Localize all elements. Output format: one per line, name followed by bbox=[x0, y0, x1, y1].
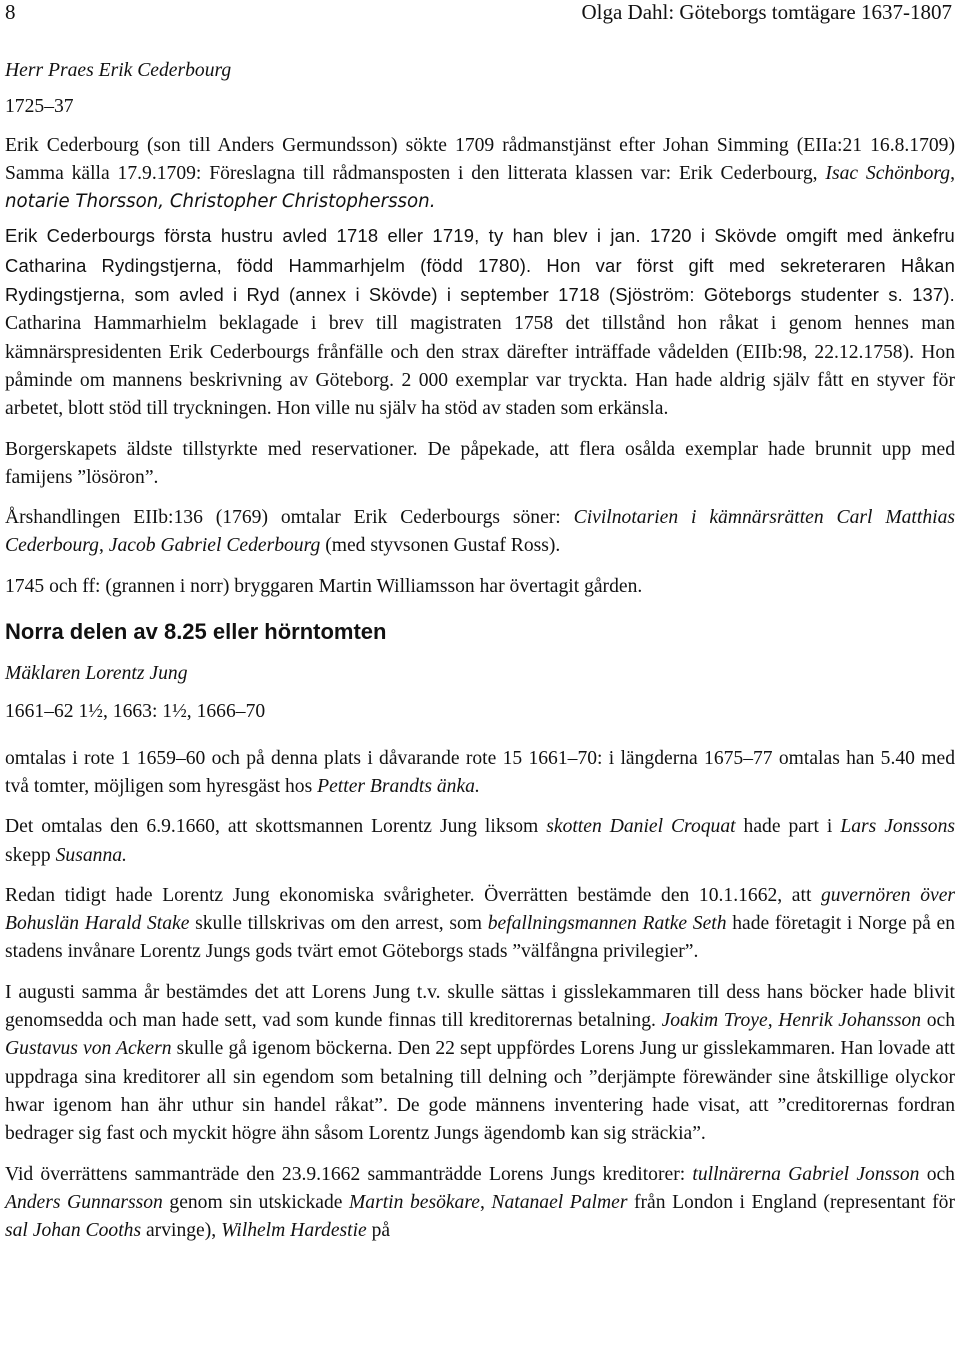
paragraph bbox=[5, 132, 955, 217]
text-span: (med styvsonen Gustaf Ross). bbox=[320, 535, 561, 557]
person-name-jung: Mäklaren Lorentz Jung bbox=[5, 663, 188, 685]
running-title: Olga Dahl: Göteborgs tomtägare 1637-1807 bbox=[581, 0, 952, 24]
italic-name: sal Johan Cooths bbox=[5, 1220, 142, 1242]
text-span: på bbox=[366, 1220, 391, 1242]
paragraph bbox=[5, 979, 955, 1149]
italic-name: Jacob Gabriel Cederbourg bbox=[108, 535, 321, 557]
italic-name: befallningsmannen Ratke Seth bbox=[487, 913, 727, 935]
document-page bbox=[5, 0, 955, 1245]
text-span: skulle gå igenom böckerna. Den 22 sept uppfördes Lorens Jung ur gisslekammaren. Han lovade att uppdraga sina kreditorer all sin egendom som betalning till delning och ”derjämpte förewänder sine åtskillige olyckor hwar igenom han ähr uthur sin handel råkat”. De gode männens inventering hade visat, att ”creditorernas fordran bedrager sig fast och myckit högre ähn såsom Lorentz Jungs ägendomb kan sig sträckia”. bbox=[5, 1038, 955, 1145]
italic-names: notarie Thorsson, Christopher Christophersson. bbox=[5, 191, 436, 213]
italic-name: tullnärerna Gabriel Jonsson bbox=[692, 1163, 920, 1185]
page-header bbox=[5, 0, 955, 44]
text-span: skepp bbox=[5, 844, 56, 866]
text-span: Det omtalas den 6.9.1660, att skottsmannen Lorentz Jung liksom bbox=[5, 816, 547, 838]
italic-name: Anders Gunnarsson bbox=[5, 1191, 163, 1213]
paragraph bbox=[5, 813, 955, 870]
text-span: , bbox=[479, 1191, 492, 1213]
text-span: , bbox=[98, 535, 109, 557]
sans-text-span: Erik Cederbourgs första hustru avled 1718 eller 1719, ty han blev i jan. 1720 i Skövde omgift med änkefru Catharina Rydingstjerna, född Hammarhjelm (född 1780). Hon var först gift med sekreteraren Håkan Rydingstjerna, som avled i Ryd (annex i Skövde) i september 1718 (Sjöström: Göteborgs studenter s. 137). bbox=[5, 225, 955, 306]
text-span: Catharina Hammarhielm beklagade i brev till magistraten 1758 det tillstånd hon råkat i genom hennes man kämnärspresidenten Erik Cederbourgs frånfälle och den strax därefter inträffade vådelden (EIIb:98, 22.12.1758). Hon påminde om mannens beskrivning av Göteborg. 2 000 exemplar var tryckta. Han hade aldrig själv fått en styver för arbetet, blott stöd till tryckningen. Hon ville nu själv ha stöd av staden som erkänsla. bbox=[5, 313, 955, 420]
italic-name: Gustavus von Ackern bbox=[5, 1038, 172, 1060]
italic-name: Wilhelm Hardestie bbox=[221, 1220, 367, 1242]
text-span: arvinge), bbox=[141, 1220, 222, 1242]
italic-name: Natanael Palmer bbox=[491, 1191, 628, 1213]
text-span: från London i England (representant för bbox=[627, 1191, 956, 1213]
paragraph bbox=[5, 1161, 955, 1246]
text-span: Vid överrättens sammanträde den 23.9.1662 sammanträdde Lorens Jungs kreditorer: bbox=[5, 1163, 693, 1185]
person-name-cederbourg: Herr Praes Erik Cederbourg bbox=[5, 60, 232, 81]
text-span: och bbox=[919, 1163, 955, 1185]
italic-name: Petter Brandts änka. bbox=[317, 775, 480, 797]
italic-name: Susanna. bbox=[55, 844, 127, 866]
italic-name: Lars Jonssons bbox=[840, 816, 955, 838]
section-heading: Norra delen av 8.25 eller hörntomten bbox=[5, 619, 387, 645]
italic-name: Martin besökare bbox=[348, 1191, 480, 1213]
years-jung: 1661–62 1½, 1663: 1½, 1666–70 bbox=[5, 701, 266, 723]
italic-name: Civilnotarien i kämnärsrätten Carl Matthias Cederbourg bbox=[5, 507, 955, 557]
paragraph bbox=[5, 504, 955, 561]
paragraph: 1745 och ff: (grannen i norr) bryggaren Martin Williamsson har övertagit gården. bbox=[5, 575, 643, 597]
text-span: Årshandlingen EIIb:136 (1769) omtalar Erik Cederbourgs söner: bbox=[5, 507, 574, 529]
text-span: skulle tillskrivas om den arrest, som bbox=[189, 913, 488, 935]
text-span: hade part i bbox=[735, 816, 841, 838]
text-span: och bbox=[921, 1010, 955, 1032]
text-span: I augusti samma år bestämdes det att Lorens Jung t.v. skulle sättas i gisslekammaren till dess hans böcker hade blivit genomsedda och man hade sett, vad som kunde finnas till kreditorernas betalning. bbox=[5, 981, 955, 1032]
italic-name: Isac Schönborg bbox=[825, 162, 951, 184]
italic-name: skotten Daniel Croquat bbox=[546, 816, 736, 838]
paragraph bbox=[5, 222, 955, 423]
italic-name: guvernören över Bohuslän Harald Stake bbox=[5, 884, 956, 935]
italic-name: Joakim Troye, Henrik Johansson bbox=[661, 1010, 922, 1032]
text-span: Redan tidigt hade Lorentz Jung ekonomiska svårigheter. Överrätten bestämde den 10.1.1662, att bbox=[5, 884, 821, 906]
text-span: hade företagit i Norge på en stadens invånare Lorentz Jungs gods tvärt emot Göteborgs stads ”välfångna privilegier”. bbox=[5, 913, 956, 963]
paragraph bbox=[5, 882, 955, 967]
paragraph: Borgerskapets äldste tillstyrkte med reservationer. De påpekade, att flera osålda exemplar hade brunnit upp med famijens ”lösöron”. bbox=[5, 438, 955, 488]
page-number: 8 bbox=[5, 0, 16, 24]
paragraph bbox=[5, 745, 955, 802]
text-span: , bbox=[950, 162, 955, 184]
text-span: genom sin utskickade bbox=[162, 1191, 349, 1213]
text-span: omtalas i rote 1 1659–60 och på denna plats i dåvarande rote 15 1661–70: i längderna 1675–77 omtalas han 5.40 med två tomter, möjligen som hyresgäst hos bbox=[5, 747, 955, 797]
years-cederbourg: 1725–37 bbox=[5, 96, 74, 118]
text-span: Erik Cederbourg (son till Anders Germundsson) sökte 1709 rådmanstjänst efter Johan Simming (EIIa:21 16.8.1709) Samma källa 17.9.1709: Föreslagna till rådmansposten i den litterata klassen var: Erik Cederbourg, bbox=[5, 134, 955, 184]
